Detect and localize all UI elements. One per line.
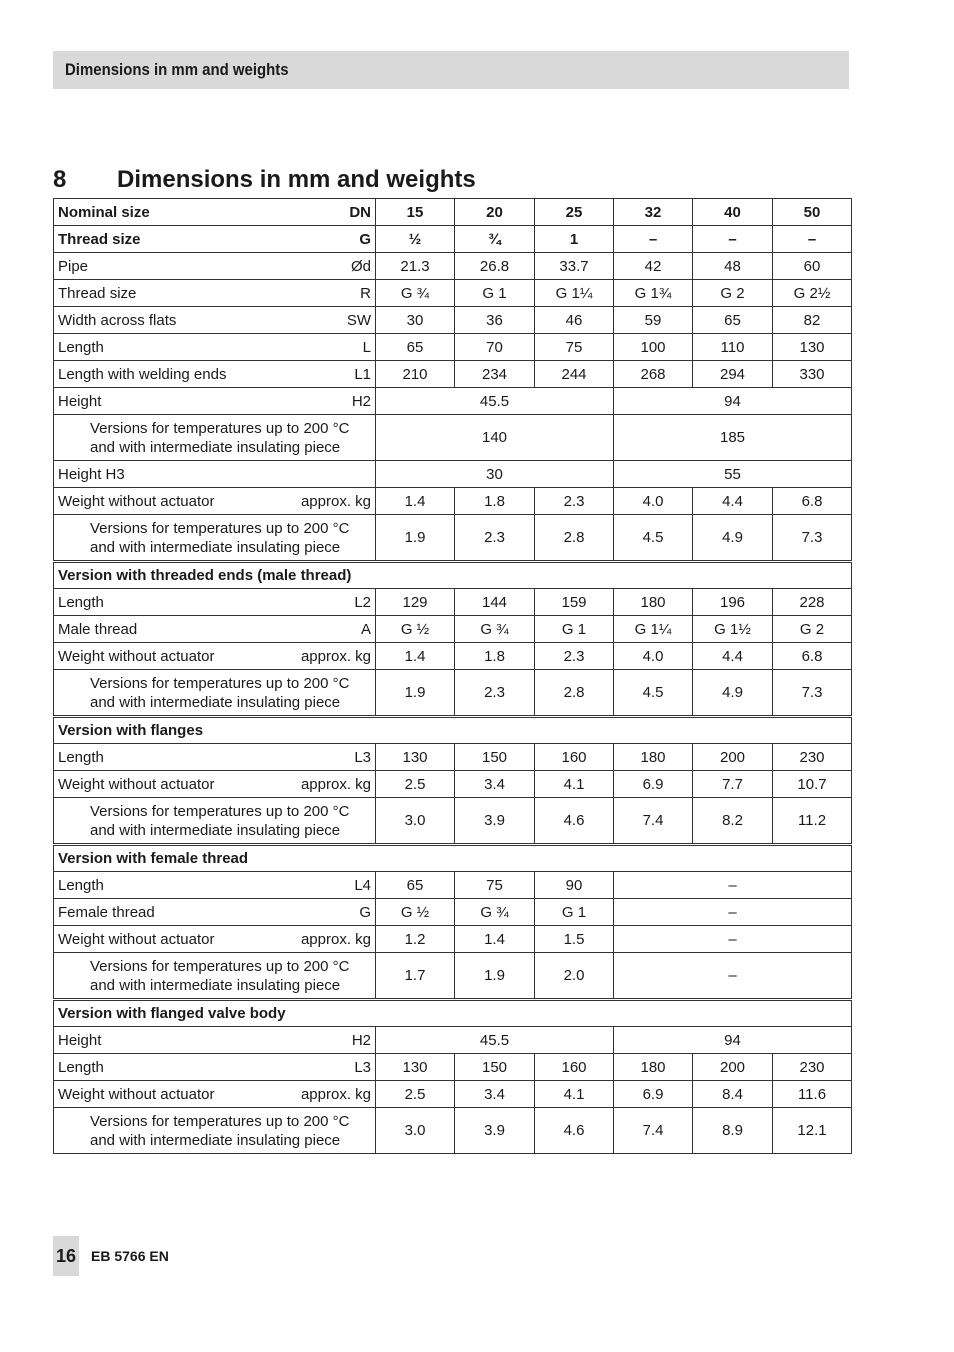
- table-cell: G 1¾: [614, 280, 693, 307]
- table-cell: 160: [535, 744, 614, 771]
- table-cell: 4.9: [693, 515, 773, 562]
- row-symbol: approx. kg: [300, 1085, 371, 1103]
- table-cell: 11.6: [773, 1081, 852, 1108]
- table-cell: 26.8: [455, 253, 535, 280]
- table-cell: ¾: [455, 226, 535, 253]
- table-cell: G ¾: [455, 899, 535, 926]
- running-header: [53, 51, 849, 89]
- table-cell: 129: [376, 589, 455, 616]
- table-cell: 42: [614, 253, 693, 280]
- table-cell: 1.4: [376, 643, 455, 670]
- table-cell: 4.0: [614, 643, 693, 670]
- row-label: [54, 253, 376, 280]
- row-symbol: Ød: [350, 257, 371, 275]
- table-cell: 7.4: [614, 798, 693, 845]
- table-cell: 1.9: [455, 953, 535, 1000]
- table-row: [54, 926, 852, 953]
- section-title: Dimensions in mm and weights: [117, 166, 476, 193]
- table-row: [54, 1081, 852, 1108]
- row-symbol: H2: [351, 1031, 371, 1049]
- table-cell: 65: [693, 307, 773, 334]
- table-row: [54, 589, 852, 616]
- row-label: [54, 953, 376, 1000]
- row-symbol: SW: [346, 311, 371, 329]
- row-label-line: Versions for temperatures up to 200 °C: [90, 519, 350, 537]
- table-cell: 45.5: [376, 1027, 614, 1054]
- row-label: [54, 670, 376, 717]
- table-cell: 2.0: [535, 953, 614, 1000]
- table-cell: 180: [614, 1054, 693, 1081]
- row-label-text: Length with welding ends: [58, 365, 227, 383]
- table-cell: G ¾: [455, 616, 535, 643]
- row-label-text: Weight without actuator: [58, 647, 215, 665]
- row-label-text: Length: [58, 593, 104, 611]
- section-label: Version with threaded ends (male thread): [54, 562, 852, 589]
- table-row: [54, 334, 852, 361]
- table-row: [54, 280, 852, 307]
- row-label: [54, 616, 376, 643]
- table-row: [54, 953, 852, 1000]
- table-row: [54, 361, 852, 388]
- table-cell: ½: [376, 226, 455, 253]
- row-label: [54, 307, 376, 334]
- row-label: [54, 334, 376, 361]
- row-label-text: Thread size: [58, 230, 141, 248]
- row-label-line: and with intermediate insulating piece: [90, 1131, 341, 1149]
- row-label-text: Height H3: [58, 465, 125, 483]
- table-cell: 2.3: [535, 643, 614, 670]
- table-cell: 8.4: [693, 1081, 773, 1108]
- table-row: [54, 515, 852, 562]
- row-symbol: L3: [354, 748, 371, 766]
- table-section-row: [54, 845, 852, 872]
- row-label: [54, 744, 376, 771]
- table-cell: 200: [693, 1054, 773, 1081]
- table-cell: 6.9: [614, 771, 693, 798]
- table-row: [54, 388, 852, 415]
- table-row: [54, 616, 852, 643]
- table-cell: 3.0: [376, 1108, 455, 1154]
- row-label-text: Thread size: [58, 284, 137, 302]
- row-label: [54, 798, 376, 845]
- row-symbol: G: [359, 903, 371, 921]
- table-cell: G ½: [376, 899, 455, 926]
- table-section-row: [54, 717, 852, 744]
- table-cell: G 1¼: [535, 280, 614, 307]
- table-cell: 4.0: [614, 488, 693, 515]
- row-label: [54, 643, 376, 670]
- row-label-text: Weight without actuator: [58, 492, 215, 510]
- row-label: [54, 1054, 376, 1081]
- table-cell: 94: [614, 388, 852, 415]
- document-code: EB 5766 EN: [91, 1248, 169, 1264]
- row-label-text: Length: [58, 876, 104, 894]
- table-cell: 180: [614, 589, 693, 616]
- table-cell: 7.7: [693, 771, 773, 798]
- table-cell: 150: [455, 744, 535, 771]
- table-cell: 2.8: [535, 670, 614, 717]
- row-label: [54, 388, 376, 415]
- table-cell: 4.6: [535, 798, 614, 845]
- row-label: [54, 926, 376, 953]
- table-cell: 150: [455, 1054, 535, 1081]
- table-cell: 21.3: [376, 253, 455, 280]
- row-label-text: Weight without actuator: [58, 775, 215, 793]
- row-label-line: Versions for temperatures up to 200 °C: [90, 802, 350, 820]
- row-label: [54, 361, 376, 388]
- table-cell: 4.4: [693, 643, 773, 670]
- table-cell: 65: [376, 334, 455, 361]
- table-cell: 228: [773, 589, 852, 616]
- row-symbol: approx. kg: [300, 647, 371, 665]
- table-cell: 4.6: [535, 1108, 614, 1154]
- table-cell: 75: [455, 872, 535, 899]
- table-row: [54, 253, 852, 280]
- table-cell: G ½: [376, 616, 455, 643]
- table-row: [54, 415, 852, 461]
- table-cell: 2.3: [455, 670, 535, 717]
- table-cell: –: [773, 226, 852, 253]
- row-label-text: Height: [58, 1031, 102, 1049]
- table-cell: 90: [535, 872, 614, 899]
- table-row: [54, 1027, 852, 1054]
- table-cell: 2.8: [535, 515, 614, 562]
- table-cell: 40: [693, 199, 773, 226]
- row-symbol: L2: [354, 593, 371, 611]
- row-symbol: DN: [349, 203, 371, 221]
- row-label: [54, 226, 376, 253]
- table-cell: 2.3: [535, 488, 614, 515]
- table-cell: 60: [773, 253, 852, 280]
- table-row: [54, 798, 852, 845]
- row-label-text: Length: [58, 1058, 104, 1076]
- row-symbol: R: [360, 284, 371, 302]
- table-cell: 140: [376, 415, 614, 461]
- row-label-line: and with intermediate insulating piece: [90, 976, 341, 994]
- table-cell: 46: [535, 307, 614, 334]
- table-cell: 12.1: [773, 1108, 852, 1154]
- row-label-text: Height: [58, 392, 102, 410]
- table-cell: 230: [773, 1054, 852, 1081]
- row-label: [54, 899, 376, 926]
- row-label: [54, 488, 376, 515]
- table-cell: 94: [614, 1027, 852, 1054]
- table-cell: 8.9: [693, 1108, 773, 1154]
- row-label-line: and with intermediate insulating piece: [90, 538, 341, 556]
- table-row: [54, 226, 852, 253]
- table-row: [54, 744, 852, 771]
- table-cell: 268: [614, 361, 693, 388]
- row-symbol: L1: [354, 365, 371, 383]
- table-cell: –: [614, 899, 852, 926]
- table-row: [54, 1054, 852, 1081]
- row-label-text: Weight without actuator: [58, 930, 215, 948]
- table-cell: 110: [693, 334, 773, 361]
- row-label-text: Length: [58, 748, 104, 766]
- row-label: [54, 515, 376, 562]
- row-label: [54, 1027, 376, 1054]
- table-cell: 2.5: [376, 1081, 455, 1108]
- table-cell: 48: [693, 253, 773, 280]
- row-label-text: Male thread: [58, 620, 138, 638]
- section-number: 8: [53, 166, 67, 193]
- table-cell: –: [614, 926, 852, 953]
- row-label: [54, 589, 376, 616]
- row-label: [54, 1081, 376, 1108]
- table-cell: 65: [376, 872, 455, 899]
- table-cell: 10.7: [773, 771, 852, 798]
- table-row: [54, 307, 852, 334]
- table-cell: G 1: [535, 899, 614, 926]
- table-cell: 55: [614, 461, 852, 488]
- row-label-text: Weight without actuator: [58, 1085, 215, 1103]
- table-cell: 294: [693, 361, 773, 388]
- table-section-row: [54, 1000, 852, 1027]
- table-cell: 3.9: [455, 798, 535, 845]
- table-row: [54, 488, 852, 515]
- table-cell: 11.2: [773, 798, 852, 845]
- table-cell: 30: [376, 461, 614, 488]
- page-footer: [53, 1236, 169, 1276]
- table-cell: 1.8: [455, 488, 535, 515]
- table-cell: 1.5: [535, 926, 614, 953]
- table-row: [54, 1108, 852, 1154]
- table-cell: 1.4: [455, 926, 535, 953]
- row-symbol: G: [359, 230, 371, 248]
- dimensions-table: [53, 198, 852, 1154]
- table-cell: 234: [455, 361, 535, 388]
- row-label: [54, 415, 376, 461]
- table-cell: 100: [614, 334, 693, 361]
- table-cell: G 2: [693, 280, 773, 307]
- table-cell: 75: [535, 334, 614, 361]
- table-cell: 1.4: [376, 488, 455, 515]
- table-cell: 45.5: [376, 388, 614, 415]
- row-symbol: A: [360, 620, 371, 638]
- table-cell: 130: [773, 334, 852, 361]
- table-row: [54, 643, 852, 670]
- table-cell: G 1: [535, 616, 614, 643]
- table-cell: –: [614, 953, 852, 1000]
- table-cell: 6.9: [614, 1081, 693, 1108]
- table-cell: 1: [535, 226, 614, 253]
- table-cell: G 1¼: [614, 616, 693, 643]
- table-cell: 1.8: [455, 643, 535, 670]
- table-cell: 4.5: [614, 515, 693, 562]
- row-symbol: L3: [354, 1058, 371, 1076]
- row-label: [54, 771, 376, 798]
- row-label-line: and with intermediate insulating piece: [90, 438, 341, 456]
- row-label: [54, 461, 376, 488]
- table-cell: 82: [773, 307, 852, 334]
- row-label: [54, 1108, 376, 1154]
- table-cell: 180: [614, 744, 693, 771]
- table-cell: 1.7: [376, 953, 455, 1000]
- row-symbol: approx. kg: [300, 930, 371, 948]
- table-cell: –: [614, 872, 852, 899]
- section-label: Version with flanges: [54, 717, 852, 744]
- row-symbol: approx. kg: [300, 492, 371, 510]
- table-cell: G 1½: [693, 616, 773, 643]
- table-cell: 4.1: [535, 771, 614, 798]
- page-number: 16: [53, 1236, 79, 1276]
- table-row: [54, 199, 852, 226]
- table-cell: 4.1: [535, 1081, 614, 1108]
- section-label: Version with female thread: [54, 845, 852, 872]
- table-cell: 15: [376, 199, 455, 226]
- table-cell: 3.4: [455, 771, 535, 798]
- row-label-text: Length: [58, 338, 104, 356]
- row-symbol: approx. kg: [300, 775, 371, 793]
- table-cell: 4.5: [614, 670, 693, 717]
- row-label-text: Width across flats: [58, 311, 177, 329]
- table-cell: G 2: [773, 616, 852, 643]
- table-cell: –: [693, 226, 773, 253]
- table-cell: 3.4: [455, 1081, 535, 1108]
- row-label-text: Female thread: [58, 903, 155, 921]
- table-section-row: [54, 562, 852, 589]
- table-cell: 6.8: [773, 488, 852, 515]
- table-cell: 196: [693, 589, 773, 616]
- table-cell: 1.2: [376, 926, 455, 953]
- row-label: [54, 280, 376, 307]
- table-cell: 7.3: [773, 515, 852, 562]
- table-cell: 330: [773, 361, 852, 388]
- table-cell: 30: [376, 307, 455, 334]
- table-cell: G 1: [455, 280, 535, 307]
- table-cell: 20: [455, 199, 535, 226]
- table-cell: 210: [376, 361, 455, 388]
- table-cell: 25: [535, 199, 614, 226]
- row-label-text: Nominal size: [58, 203, 150, 221]
- table-cell: 70: [455, 334, 535, 361]
- table-cell: G ¾: [376, 280, 455, 307]
- table-cell: G 2½: [773, 280, 852, 307]
- row-label: [54, 872, 376, 899]
- table-cell: 59: [614, 307, 693, 334]
- table-cell: 1.9: [376, 670, 455, 717]
- table-cell: 230: [773, 744, 852, 771]
- table-cell: 160: [535, 1054, 614, 1081]
- table-row: [54, 899, 852, 926]
- table-cell: –: [614, 226, 693, 253]
- table-row: [54, 461, 852, 488]
- table-cell: 130: [376, 1054, 455, 1081]
- table-cell: 32: [614, 199, 693, 226]
- table-cell: 4.4: [693, 488, 773, 515]
- row-label-text: Pipe: [58, 257, 89, 275]
- table-cell: 3.9: [455, 1108, 535, 1154]
- section-heading: [53, 164, 476, 196]
- table-cell: 130: [376, 744, 455, 771]
- table-row: [54, 670, 852, 717]
- table-cell: 1.9: [376, 515, 455, 562]
- row-label-line: Versions for temperatures up to 200 °C: [90, 419, 350, 437]
- row-symbol: L4: [354, 876, 371, 894]
- table-cell: 7.3: [773, 670, 852, 717]
- table-row: [54, 771, 852, 798]
- row-label-line: Versions for temperatures up to 200 °C: [90, 957, 350, 975]
- table-cell: 185: [614, 415, 852, 461]
- row-label-line: and with intermediate insulating piece: [90, 693, 341, 711]
- row-symbol: H2: [351, 392, 371, 410]
- row-label-line: and with intermediate insulating piece: [90, 821, 341, 839]
- table-cell: 50: [773, 199, 852, 226]
- table-cell: 4.9: [693, 670, 773, 717]
- table-cell: 8.2: [693, 798, 773, 845]
- table-cell: 2.3: [455, 515, 535, 562]
- table-cell: 144: [455, 589, 535, 616]
- table-cell: 244: [535, 361, 614, 388]
- table-row: [54, 872, 852, 899]
- section-label: Version with flanged valve body: [54, 1000, 852, 1027]
- row-label-line: Versions for temperatures up to 200 °C: [90, 674, 350, 692]
- table-cell: 2.5: [376, 771, 455, 798]
- row-label-line: Versions for temperatures up to 200 °C: [90, 1112, 350, 1130]
- table-cell: 7.4: [614, 1108, 693, 1154]
- table-cell: 36: [455, 307, 535, 334]
- row-symbol: L: [362, 338, 371, 356]
- table-cell: 6.8: [773, 643, 852, 670]
- table-cell: 159: [535, 589, 614, 616]
- running-header-title: Dimensions in mm and weights: [65, 60, 289, 79]
- table-cell: 3.0: [376, 798, 455, 845]
- row-label: [54, 199, 376, 226]
- table-cell: 200: [693, 744, 773, 771]
- table-cell: 33.7: [535, 253, 614, 280]
